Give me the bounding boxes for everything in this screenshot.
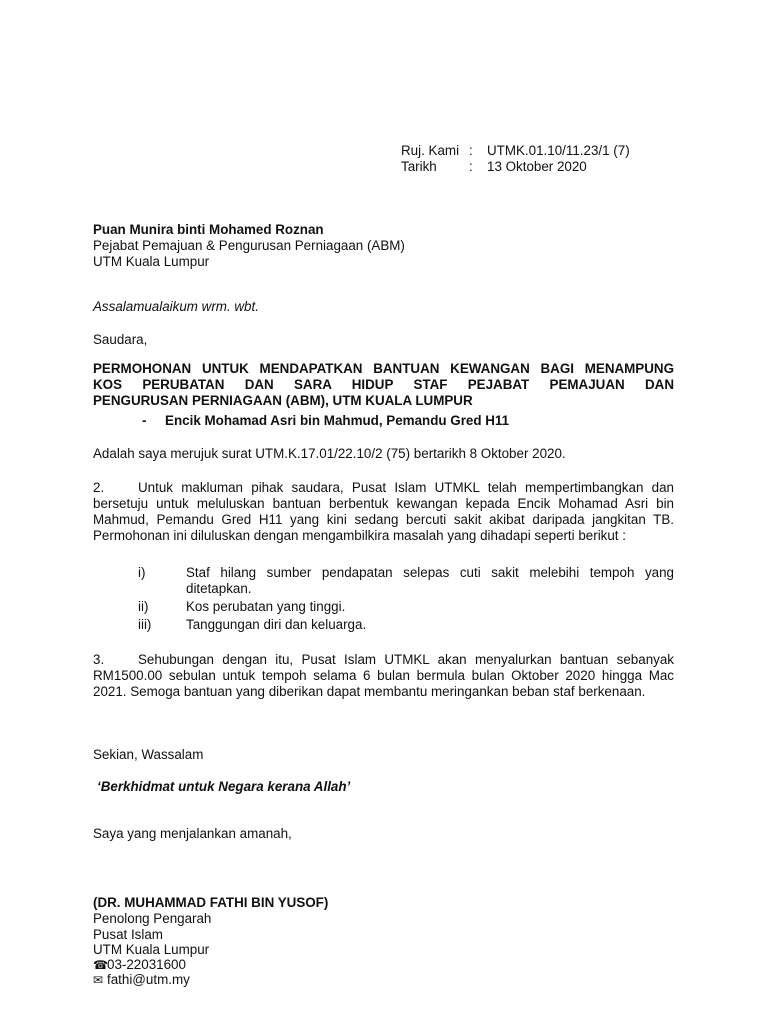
ruj-colon: :	[469, 143, 473, 158]
paragraph-3-text: Sehubungan dengan itu, Pusat Islam UTMKL akan menyalurkan bantuan sebanyak RM1500.00 sebulan untuk tempoh selama 6 bulan bermula bulan Oktober 2020 hingga Mac 2021. Semoga bantuan yang diberikan dapat membantu meringankan beban staf berkenaan.	[93, 652, 674, 699]
subject-subline: - Encik Mohamad Asri bin Mahmud, Pemandu Gred H11	[142, 413, 510, 428]
subject-heading	[93, 361, 674, 409]
recipient-office: Pejabat Pemajuan & Pengurusan Perniagaan (ABM)	[93, 238, 405, 253]
tarikh-label: Tarikh	[401, 159, 437, 174]
signatory-email-row	[93, 972, 190, 988]
list-item-number: iii)	[138, 617, 152, 632]
list-item-number: i)	[138, 565, 146, 580]
ruj-label: Ruj. Kami	[401, 143, 460, 158]
signatory-department: Pusat Islam	[93, 927, 163, 942]
subject-line-1: PERMOHONAN UNTUK MENDAPATKAN BANTUAN KEWANGAN BAGI MENAMPUNG	[93, 361, 674, 376]
paragraph-3-number: 3.	[93, 652, 105, 667]
list-item-number: ii)	[138, 599, 149, 614]
greeting: Assalamualaikum wrm. wbt.	[93, 299, 259, 314]
tarikh-colon: :	[469, 159, 473, 174]
recipient-name: Puan Munira binti Mohamed Roznan	[93, 222, 324, 237]
paragraph-2	[93, 480, 674, 544]
envelope-icon: ✉	[93, 973, 104, 987]
subject-line-2: KOS PERUBATAN DAN SARA HIDUP STAF PEJABAT PEMAJUAN DAN	[93, 377, 674, 392]
subject-line-3: PENGURUSAN PERNIAGAAN (ABM), UTM KUALA LUMPUR	[93, 393, 473, 408]
closing-sekian: Sekian, Wassalam	[93, 747, 204, 762]
signatory-title: Penolong Pengarah	[93, 911, 212, 926]
signatory-phone-row	[93, 957, 186, 973]
tarikh-value: 13 Oktober 2020	[487, 159, 587, 174]
list-item-text: Kos perubatan yang tinggi.	[186, 599, 346, 614]
paragraph-2-text: Untuk makluman pihak saudara, Pusat Islam UTMKL telah mempertimbangkan dan bersetuju untuk meluluskan bantuan berbentuk kewangan kepada Encik Mohamad Asri bin Mahmud, Pemandu Gred H11 yang kini sedang bercuti sakit akibat daripada jangkitan TB. Permohonan ini diluluskan dengan mengambilkira masalah yang dihadapi seperti berikut :	[93, 480, 674, 543]
list-item-text: Tanggungan diri dan keluarga.	[186, 617, 367, 632]
signatory-email: fathi@utm.my	[107, 972, 190, 987]
closing-motto: ‘Berkhidmat untuk Negara kerana Allah’	[97, 779, 351, 794]
ruj-value: UTMK.01.10/11.23/1 (7)	[487, 143, 630, 158]
signatory-phone: 03-22031600	[107, 957, 186, 972]
signatory-organisation: UTM Kuala Lumpur	[93, 942, 210, 957]
paragraph-1: Adalah saya merujuk surat UTM.K.17.01/22.10/2 (75) bertarikh 8 Oktober 2020.	[93, 446, 566, 461]
closing-amanah: Saya yang menjalankan amanah,	[93, 826, 292, 841]
telephone-icon: ☎	[93, 958, 108, 972]
salutation: Saudara,	[93, 332, 148, 347]
paragraph-2-number: 2.	[93, 480, 105, 495]
paragraph-3	[93, 652, 674, 700]
list-item-text: Staf hilang sumber pendapatan selepas cuti sakit melebihi tempoh yang ditetapkan.	[186, 565, 674, 596]
recipient-location: UTM Kuala Lumpur	[93, 254, 210, 269]
signatory-name: (DR. MUHAMMAD FATHI BIN YUSOF)	[93, 895, 329, 910]
